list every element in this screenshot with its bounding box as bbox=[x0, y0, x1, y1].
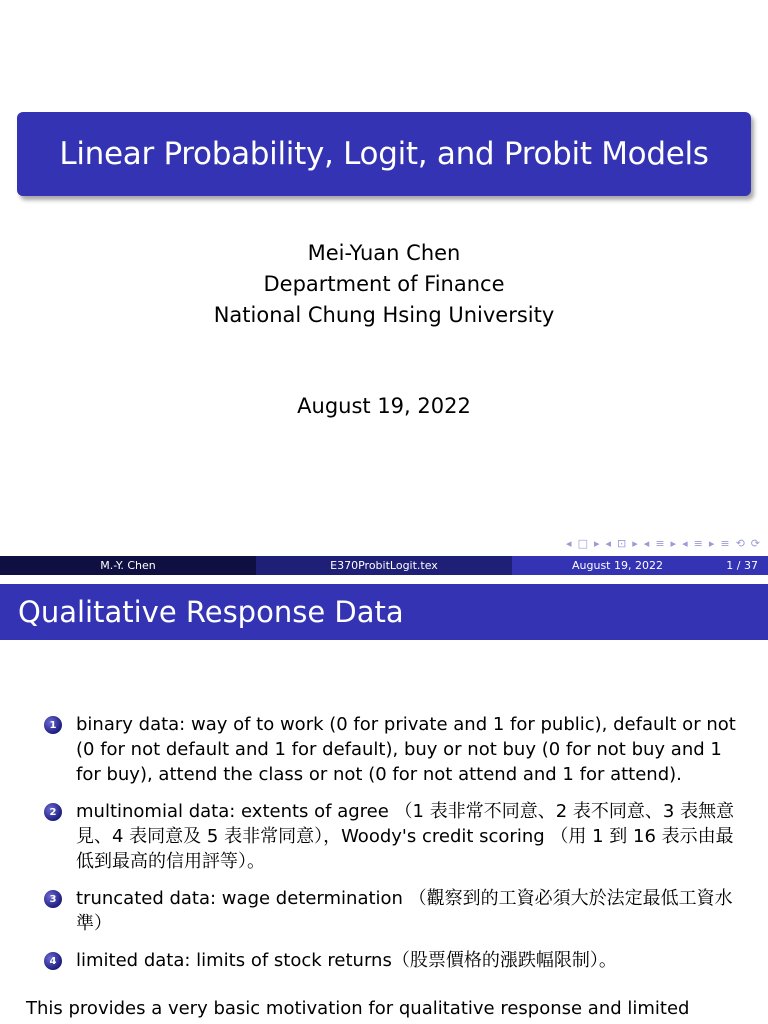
enum-bullet-icon: 4 bbox=[44, 952, 62, 970]
footer-page-number: 1 / 37 bbox=[726, 559, 758, 572]
beamer-navigation[interactable] bbox=[566, 537, 760, 550]
motivation-text: This provides a very basic motivation for qualitative response and limited bbox=[26, 998, 690, 1019]
enum-bullet-icon: 1 bbox=[44, 716, 62, 734]
nav-slide-icon[interactable]: □ bbox=[577, 537, 588, 550]
author-block bbox=[0, 238, 768, 331]
footer-author-text: M.-Y. Chen bbox=[100, 559, 156, 572]
list-item-text: multinomial data: extents of agree （1 表非常不同意、2 表不同意、3 表無意見、4 表同意及 5 表非常同意），Woody's credit scoring （用 1 到 16 表示由最低到最高的信用評等）。 bbox=[76, 801, 735, 872]
list-item bbox=[44, 948, 744, 973]
nav-back-icon[interactable]: ⟲ bbox=[735, 537, 745, 550]
nav-search-icon[interactable]: ⟳ bbox=[750, 537, 760, 550]
slide-footer bbox=[0, 556, 768, 575]
nav-subsection-icon[interactable]: ≡ bbox=[655, 537, 665, 550]
nav-next-frame-icon[interactable]: ▸ bbox=[632, 537, 638, 550]
list-item bbox=[44, 886, 744, 936]
footer-date-page bbox=[512, 556, 768, 575]
frame-title-bar bbox=[0, 584, 768, 640]
list-item bbox=[44, 712, 744, 787]
list-item-text: truncated data: wage determination （觀察到的工資必須大於法定最低工資水準） bbox=[76, 888, 733, 934]
nav-section-icon[interactable]: ≡ bbox=[693, 537, 703, 550]
footer-file-text: E370ProbitLogit.tex bbox=[330, 559, 438, 572]
footer-file bbox=[256, 556, 512, 575]
footer-date: August 19, 2022 bbox=[572, 559, 663, 572]
list-item bbox=[44, 799, 744, 874]
nav-next-subsection-icon[interactable]: ▸ bbox=[670, 537, 677, 550]
presentation-title: Linear Probability, Logit, and Probit Models bbox=[59, 136, 709, 172]
enumerated-list bbox=[44, 712, 744, 985]
university: National Chung Hsing University bbox=[213, 303, 555, 327]
title-box bbox=[17, 112, 751, 196]
list-item-text: limited data: limits of stock returns（股票價格的漲跌幅限制）。 bbox=[76, 950, 617, 971]
nav-prev-frame-icon[interactable]: ◂ bbox=[605, 537, 612, 550]
footer-author bbox=[0, 556, 256, 575]
author-name: Mei-Yuan Chen bbox=[307, 241, 461, 265]
nav-prev-section-icon[interactable]: ◂ bbox=[682, 537, 688, 550]
department: Department of Finance bbox=[263, 272, 505, 296]
nav-align-icon[interactable]: ≡ bbox=[720, 537, 730, 550]
enum-bullet-icon: 2 bbox=[44, 803, 62, 821]
nav-next-slide-icon[interactable]: ▸ bbox=[593, 537, 600, 550]
enum-bullet-icon: 3 bbox=[44, 890, 62, 908]
list-item-text: binary data: way of to work (0 for private and 1 for public), default or not (0 for not default and 1 for default), buy or not buy (0 for not buy and 1 for buy), attend the class or not (0 for not attend and 1 for attend). bbox=[76, 714, 736, 785]
presentation-date: August 19, 2022 bbox=[297, 394, 471, 418]
nav-prev-subsection-icon[interactable]: ◂ bbox=[643, 537, 650, 550]
nav-prev-slide-icon[interactable]: ◂ bbox=[566, 537, 572, 550]
nav-frame-icon[interactable]: ⊡ bbox=[617, 537, 627, 550]
nav-next-section-icon[interactable]: ▸ bbox=[708, 537, 715, 550]
frame-title: Qualitative Response Data bbox=[18, 595, 404, 629]
